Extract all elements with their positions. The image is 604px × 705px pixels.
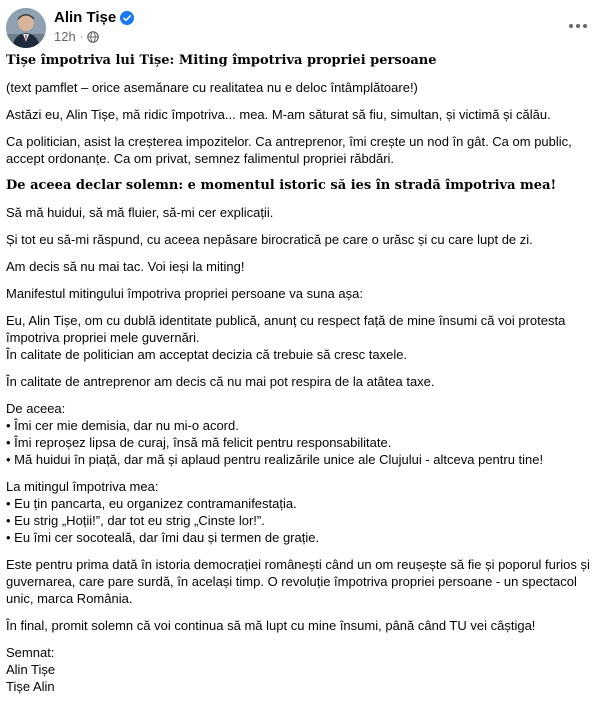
paragraph: În calitate de antreprenor am decis că nu mai pot respira de la atâtea taxe. xyxy=(6,374,435,389)
post-heading: De aceea declar solemn: e momentul istoric să ies în stradă împotriva mea! xyxy=(6,178,557,193)
paragraph: Manifestul mitingului împotriva propriei persoane va suna așa: xyxy=(6,286,363,301)
manifesto-line: În calitate de politician am acceptat decizia că trebuie să cresc taxele. xyxy=(6,347,408,362)
paragraph: Am decis să nu mai tac. Voi ieși la miting! xyxy=(6,259,245,274)
list-item: • Eu țin pancarta, eu organizez contramanifestația. xyxy=(6,496,297,511)
signature-block xyxy=(6,644,596,695)
post-timestamp[interactable]: 12h xyxy=(54,29,76,44)
post-header xyxy=(0,0,604,52)
paragraph: Și tot eu să-mi răspund, cu aceea nepăsare birocratică pe care o urăsc și cu care lupt de zi. xyxy=(6,232,533,247)
rally-list xyxy=(6,478,596,546)
list-item: • Îmi reproșez lipsa de curaj, însă mă felicit pentru responsabilitate. xyxy=(6,435,392,450)
author-name[interactable]: Alin Tișe xyxy=(54,9,117,26)
avatar-photo xyxy=(6,8,46,48)
author-row xyxy=(54,9,134,26)
list-intro: De aceea: xyxy=(6,401,66,416)
list-intro: La mitingul împotriva mea: xyxy=(6,479,159,494)
meta-separator: · xyxy=(79,30,84,43)
post-body xyxy=(6,52,596,705)
signature-line: Tișe Alin xyxy=(6,679,55,694)
author-avatar[interactable] xyxy=(6,8,46,48)
globe-icon[interactable] xyxy=(87,31,99,43)
list-item: • Mă huidui în piață, dar mă și aplaud pentru realizările unice ale Clujului - altceva pentru tine! xyxy=(6,452,544,467)
paragraph: Este pentru prima dată în istoria democrației românești când un om reușește să fie și poporul furios și guvernarea, care pare surdă, în același timp. O revoluție împotriva propriei persoane - un spectacol unic, marca România. xyxy=(6,557,590,606)
signature-line: Alin Tișe xyxy=(6,662,56,677)
post-disclaimer: (text pamflet – orice asemănare cu realitatea nu e deloc întâmplătoare!) xyxy=(6,80,418,95)
list-item: • Îmi cer mie demisia, dar nu mi-o acord. xyxy=(6,418,239,433)
list-item: • Eu îmi cer socoteală, dar îmi dau și termen de grație. xyxy=(6,530,320,545)
manifesto-block xyxy=(6,312,596,363)
paragraph: În final, promit solemn că voi continua să mă lupt cu mine însumi, până când TU vei câștiga! xyxy=(6,618,536,633)
manifesto-line: Eu, Alin Tișe, om cu dublă identitate publică, anunț cu respect față de mine însumi că voi protesta împotriva propriei mele guvernări. xyxy=(6,313,566,345)
paragraph: Astăzi eu, Alin Tișe, mă ridic împotriva... mea. M-am săturat să fiu, simultan, și victimă și călău. xyxy=(6,107,551,122)
signature-line: Semnat: xyxy=(6,645,55,660)
more-options-button[interactable] xyxy=(562,10,594,42)
paragraph: Să mă huidui, să mă fluier, să-mi cer explicații. xyxy=(6,205,274,220)
post-meta xyxy=(54,29,99,44)
more-options-icon xyxy=(568,23,588,29)
post-title: Tișe împotriva lui Tișe: Miting împotriva propriei persoane xyxy=(6,53,437,68)
reasons-list xyxy=(6,400,596,468)
verified-badge-icon xyxy=(120,11,134,25)
paragraph: Ca politician, asist la creșterea impozitelor. Ca antreprenor, îmi crește un nod în gât. Ca om public, accept ordonanțe. Ca om privat, semnez falimentul propriei răbdări. xyxy=(6,134,572,166)
list-item: • Eu strig „Hoții!”, dar tot eu strig „Cinste lor!”. xyxy=(6,513,265,528)
